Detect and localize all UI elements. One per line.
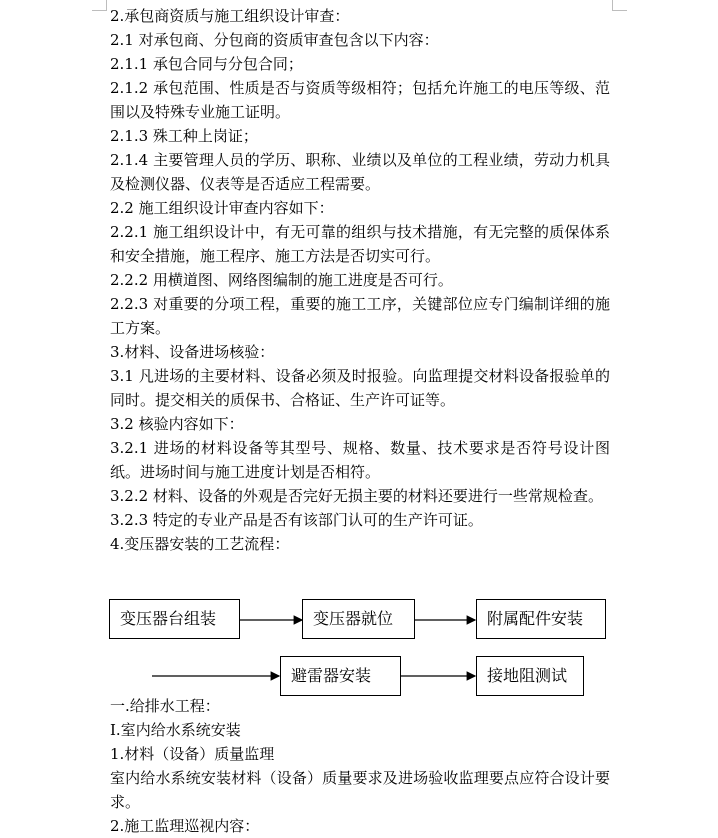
flow-step-label: 附属配件安装 [487,609,584,628]
flow-step-grounding-test [476,656,584,696]
section-heading: 4.变压器安装的工艺流程： [110,535,290,553]
flow-step-transformer-positioning [302,599,415,639]
paragraph: 2.2 施工组织设计审查内容如下： [110,199,334,217]
section-heading: 一.给排水工程： [110,697,220,715]
page-corner-mark-right [612,0,627,11]
paragraph: 2.1.1 承包合同与分包合同； [110,55,303,73]
flow-step-label: 避雷器安装 [291,666,372,685]
paragraph: 2.1.2 承包范围、性质是否与资质等级相符；包括允许施工的电压等级、范围以及特殊专业施工证明。 [110,79,610,121]
paragraph: 2.1 对承包商、分包商的资质审查包含以下内容： [110,31,439,49]
paragraph: 3.2 核验内容如下： [110,415,244,433]
flow-step-accessories-installation [476,599,606,639]
section-heading: 2.承包商资质与施工组织设计审查： [110,7,350,25]
flow-step-arrester-installation [280,656,401,696]
flow-step-label: 变压器就位 [313,609,394,628]
paragraph: 1.材料（设备）质量监理 [110,745,275,763]
paragraph: 3.2.3 特定的专业产品是否有该部门认可的生产许可证。 [110,511,483,529]
paragraph: 2.2.2 用横道图、网络图编制的施工进度是否可行。 [110,271,453,289]
document-body-continued [110,694,610,838]
document-body [110,4,610,556]
page-corner-mark-left [92,0,107,11]
paragraph: 2.2.1 施工组织设计中，有无可靠的组织与技术措施，有无完整的质保体系和安全措施，施工程序、施工方法是否切实可行。 [110,223,610,265]
paragraph: 3.2.1 进场的材料设备等其型号、规格、数量、技术要求是否符号设计图纸。进场时间与施工进度计划是否相符。 [110,439,610,481]
paragraph: 2.2.3 对重要的分项工程，重要的施工工序，关键部位应专门编制详细的施工方案。 [110,295,610,337]
flow-step-transformer-assembly [109,599,240,639]
paragraph: 3.2.2 材料、设备的外观是否完好无损主要的材料还要进行一些常规检查。 [110,487,603,505]
subsection-heading: I.室内给水系统安装 [110,721,241,739]
paragraph: 3.1 凡进场的主要材料、设备必须及时报验。向监理提交材料设备报验单的同时。提交相关的质保书、合格证、生产许可证等。 [110,367,610,409]
paragraph: 2.1.4 主要管理人员的学历、职称、业绩以及单位的工程业绩，劳动力机具及检测仪器、仪表等是否适应工程需要。 [110,151,610,193]
flow-step-label: 接地阻测试 [487,666,568,685]
flow-step-label: 变压器台组装 [120,609,217,628]
paragraph: 室内给水系统安装材料（设备）质量要求及进场验收监理要点应符合设计要求。 [110,769,610,811]
section-heading: 3.材料、设备进场核验： [110,343,275,361]
paragraph: 2.1.3 殊工种上岗证； [110,127,258,145]
paragraph: 2.施工监理巡视内容： [110,817,260,835]
